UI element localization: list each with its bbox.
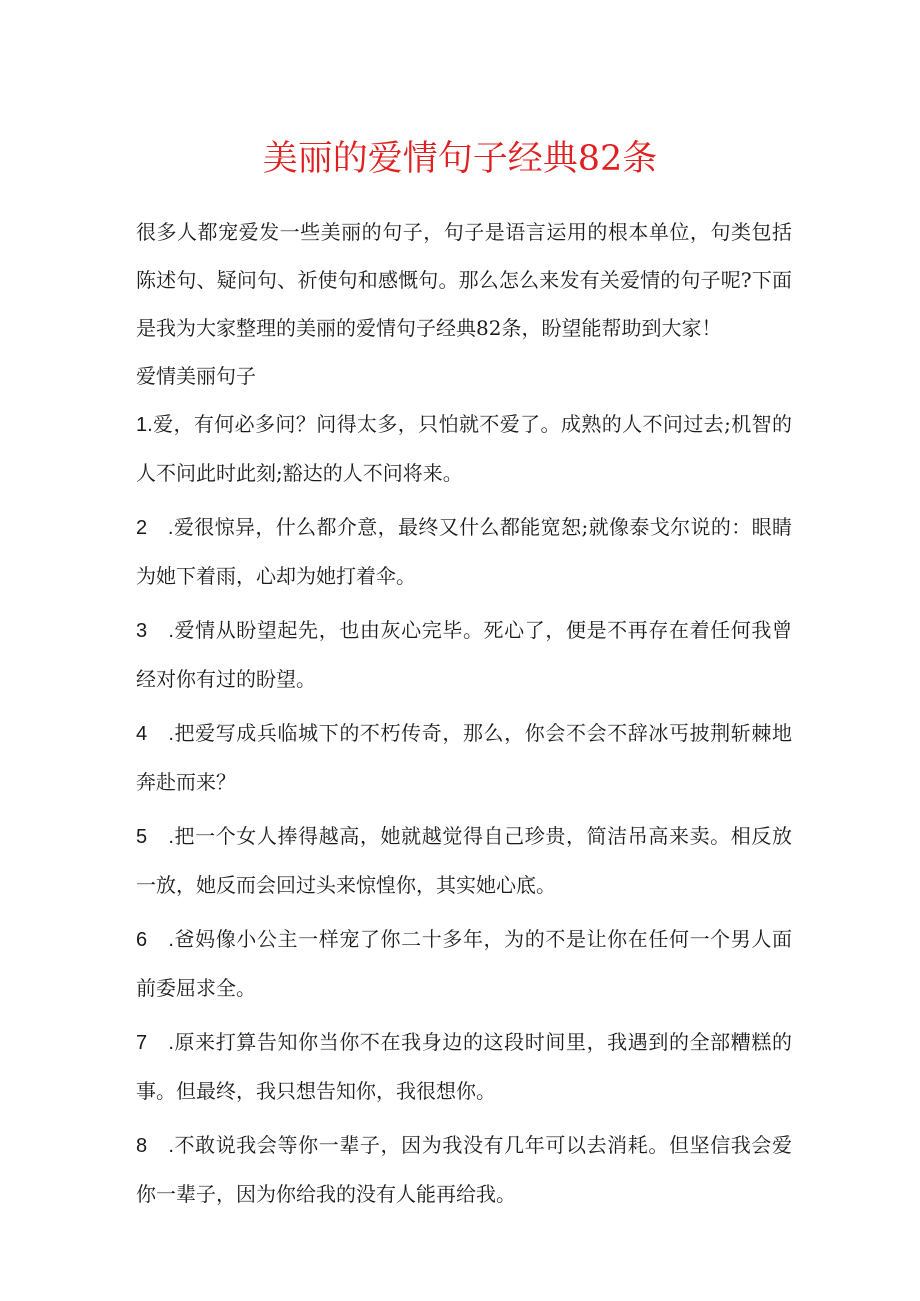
item-text: 爱情从盼望起先，也由灰心完毕。死心了，便是不再存在着任何我曾经对你有过的盼望。 [136,618,792,691]
item-number: 8 . [136,1135,174,1157]
list-item [136,812,792,909]
list-item [136,606,792,703]
item-number: 5 . [136,826,174,848]
intro-paragraph: 很多人都宠爱发一些美丽的句子，句子是语言运用的根本单位，句类包括陈述句、疑问句、祈使句和感慨句。那么怎么来发有关爱情的句子呢?下面是我为大家整理的美丽的爱情句子经典82条，盼望能帮助到大家！ [136,220,792,340]
item-number: 1. [136,414,153,436]
item-text: 把一个女人捧得越高，她就越觉得自己珍贵，简洁吊高来卖。相反放一放，她反而会回过头来惊惶你，其实她心底。 [136,824,792,897]
document-body [136,208,792,1224]
sentence-list [136,400,792,1218]
section-heading: 爱情美丽句子 [136,364,256,388]
list-item [136,709,792,806]
item-text: 爱很惊异，什么都介意，最终又什么都能宽恕;就像泰戈尔说的：眼睛为她下着雨，心却为她打着伞。 [136,515,792,588]
item-number: 2 . [136,517,174,539]
item-text: 不敢说我会等你一辈子，因为我没有几年可以去消耗。但坚信我会爱你一辈子，因为你给我的没有人能再给我。 [136,1133,792,1206]
item-number: 4 . [136,723,174,745]
document-title: 美丽的爱情句子经典82条 [262,139,658,179]
item-number: 6 . [136,929,174,951]
list-item [136,503,792,600]
item-text: 爸妈像小公主一样宠了你二十多年，为的不是让你在任何一个男人面前委屈求全。 [136,927,792,1000]
item-text: 爱，有何必多问？问得太多，只怕就不爱了。成熟的人不问过去;机智的人不问此时此刻;豁达的人不问将来。 [136,412,792,485]
item-number: 7 . [136,1032,174,1054]
item-text: 原来打算告知你当你不在我身边的这段时间里，我遇到的全部糟糕的事。但最终，我只想告知你，我很想你。 [136,1030,792,1103]
list-item [136,400,792,497]
list-item [136,915,792,1012]
item-number: 3 . [136,620,174,642]
list-item [136,1121,792,1218]
list-item [136,1018,792,1115]
item-text: 把爱写成兵临城下的不朽传奇，那么，你会不会不辞冰丐披荆斩棘地奔赴而来？ [136,721,792,794]
